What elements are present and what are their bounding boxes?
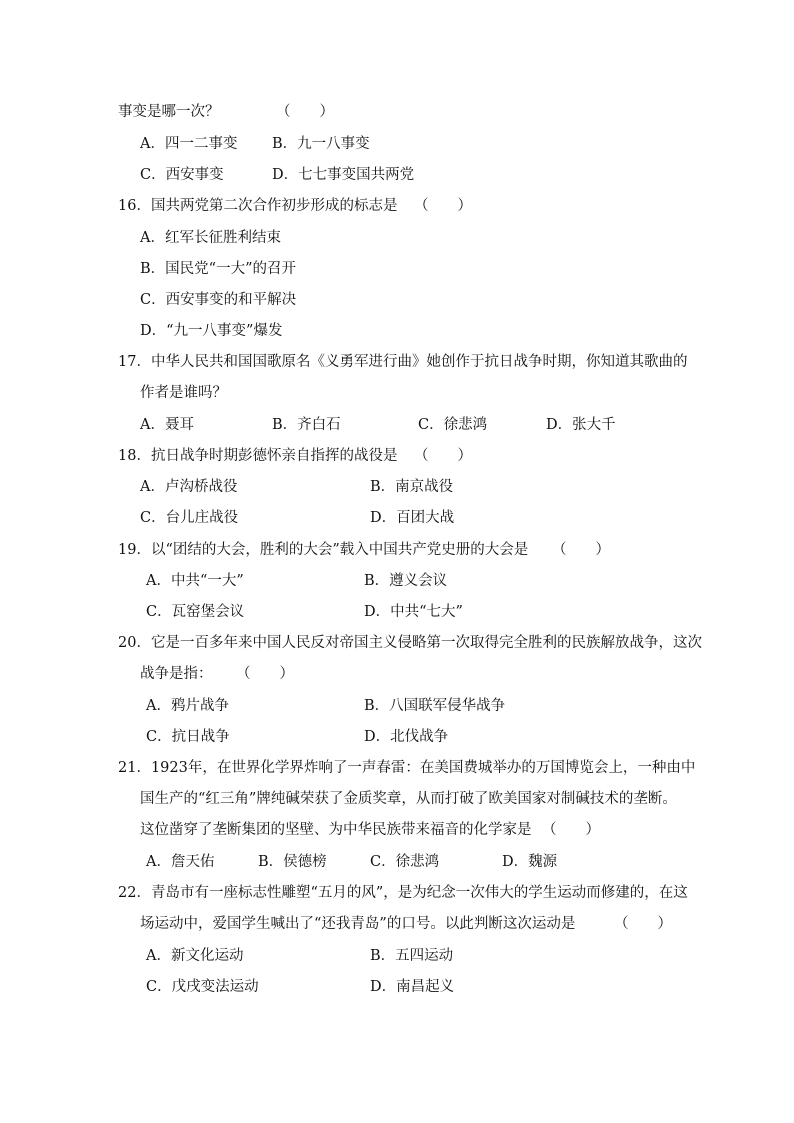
question-stem-cont: 作者是谁吗？ — [140, 385, 227, 401]
option-d: D．百团大战 — [370, 510, 455, 526]
option-a: A．红军长征胜利结束 — [140, 230, 281, 246]
answer-paren: （ ） — [414, 448, 472, 464]
question-stem: 17．中华人民共和国国歌原名《义勇军进行曲》她创作于抗日战争时期，你知道其歌曲的 — [118, 354, 688, 370]
option-d: D．张大千 — [546, 417, 616, 433]
question-stem: 事变是哪一次？ — [118, 104, 220, 120]
answer-paren: （ ） — [614, 916, 672, 932]
option-c: C．抗日战争 — [146, 729, 230, 745]
option-d: D．魏源 — [502, 854, 558, 870]
option-a: A．詹天佑 — [146, 854, 215, 870]
option-d: D．中共“七大” — [364, 604, 463, 620]
option-d: D．七七事变国共两党 — [272, 167, 415, 183]
answer-paren: （ ） — [414, 198, 472, 214]
option-a: A．鸦片战争 — [146, 698, 229, 714]
option-a: A．新文化运动 — [146, 948, 244, 964]
question-stem: 21．1923年，在世界化学界炸响了一声春雷：在美国费城举办的万国博览会上，一种由中 — [118, 760, 696, 776]
answer-paren: （ ） — [276, 104, 334, 120]
option-c: C．瓦窑堡会议 — [146, 604, 245, 620]
option-a: A．中共“一大” — [146, 573, 244, 589]
option-b: B．齐白石 — [272, 417, 341, 433]
question-stem: 18．抗日战争时期彭德怀亲自指挥的战役是 — [118, 448, 398, 464]
question-stem: 22．青岛市有一座标志性雕塑“五月的风”，是为纪念一次伟大的学生运动而修建的，在这 — [118, 885, 688, 901]
question-stem-cont: 国生产的“红三角”牌纯碱荣获了金质奖章，从而打破了欧美国家对制碱技术的垄断。 — [140, 791, 677, 807]
option-a: A．四一二事变 — [140, 136, 238, 152]
question-stem: 16．国共两党第二次合作初步形成的标志是 — [118, 198, 398, 214]
option-c: C．徐悲鸿 — [418, 417, 488, 433]
question-stem-cont: 这位凿穿了垄断集团的坚壁、为中华民族带来福音的化学家是 — [140, 822, 532, 838]
option-c: C．西安事变 — [140, 167, 224, 183]
question-stem: 19．以“团结的大会，胜利的大会”载入中国共产党史册的大会是 — [118, 542, 529, 558]
option-b: B．侯德榜 — [258, 854, 327, 870]
option-c: C．戊戌变法运动 — [146, 979, 259, 995]
option-b: B．国民党“一大”的召开 — [140, 261, 296, 277]
question-stem-cont: 战争是指： — [140, 666, 213, 682]
question-stem-cont: 场运动中，爱国学生喊出了“还我青岛”的口号。以此判断这次运动是 — [140, 916, 576, 932]
answer-paren: （ ） — [542, 822, 600, 838]
option-a: A．卢沟桥战役 — [140, 479, 238, 495]
option-d: D．南昌起义 — [370, 979, 455, 995]
option-d: D．“九一八事变”爆发 — [140, 323, 283, 339]
option-b: B．南京战役 — [370, 479, 454, 495]
option-b: B．九一八事变 — [272, 136, 370, 152]
option-a: A．聂耳 — [140, 417, 194, 433]
answer-paren: （ ） — [236, 666, 294, 682]
question-stem: 20．它是一百多年来中国人民反对帝国主义侵略第一次取得完全胜利的民族解放战争，这次 — [118, 635, 702, 651]
option-c: C．台儿庄战役 — [140, 510, 239, 526]
answer-paren: （ ） — [552, 542, 610, 558]
option-b: B．八国联军侵华战争 — [364, 698, 506, 714]
option-c: C．徐悲鸿 — [370, 854, 440, 870]
option-d: D．北伐战争 — [364, 729, 449, 745]
option-b: B．五四运动 — [370, 948, 454, 964]
option-c: C．西安事变的和平解决 — [140, 292, 297, 308]
option-b: B．遵义会议 — [364, 573, 448, 589]
